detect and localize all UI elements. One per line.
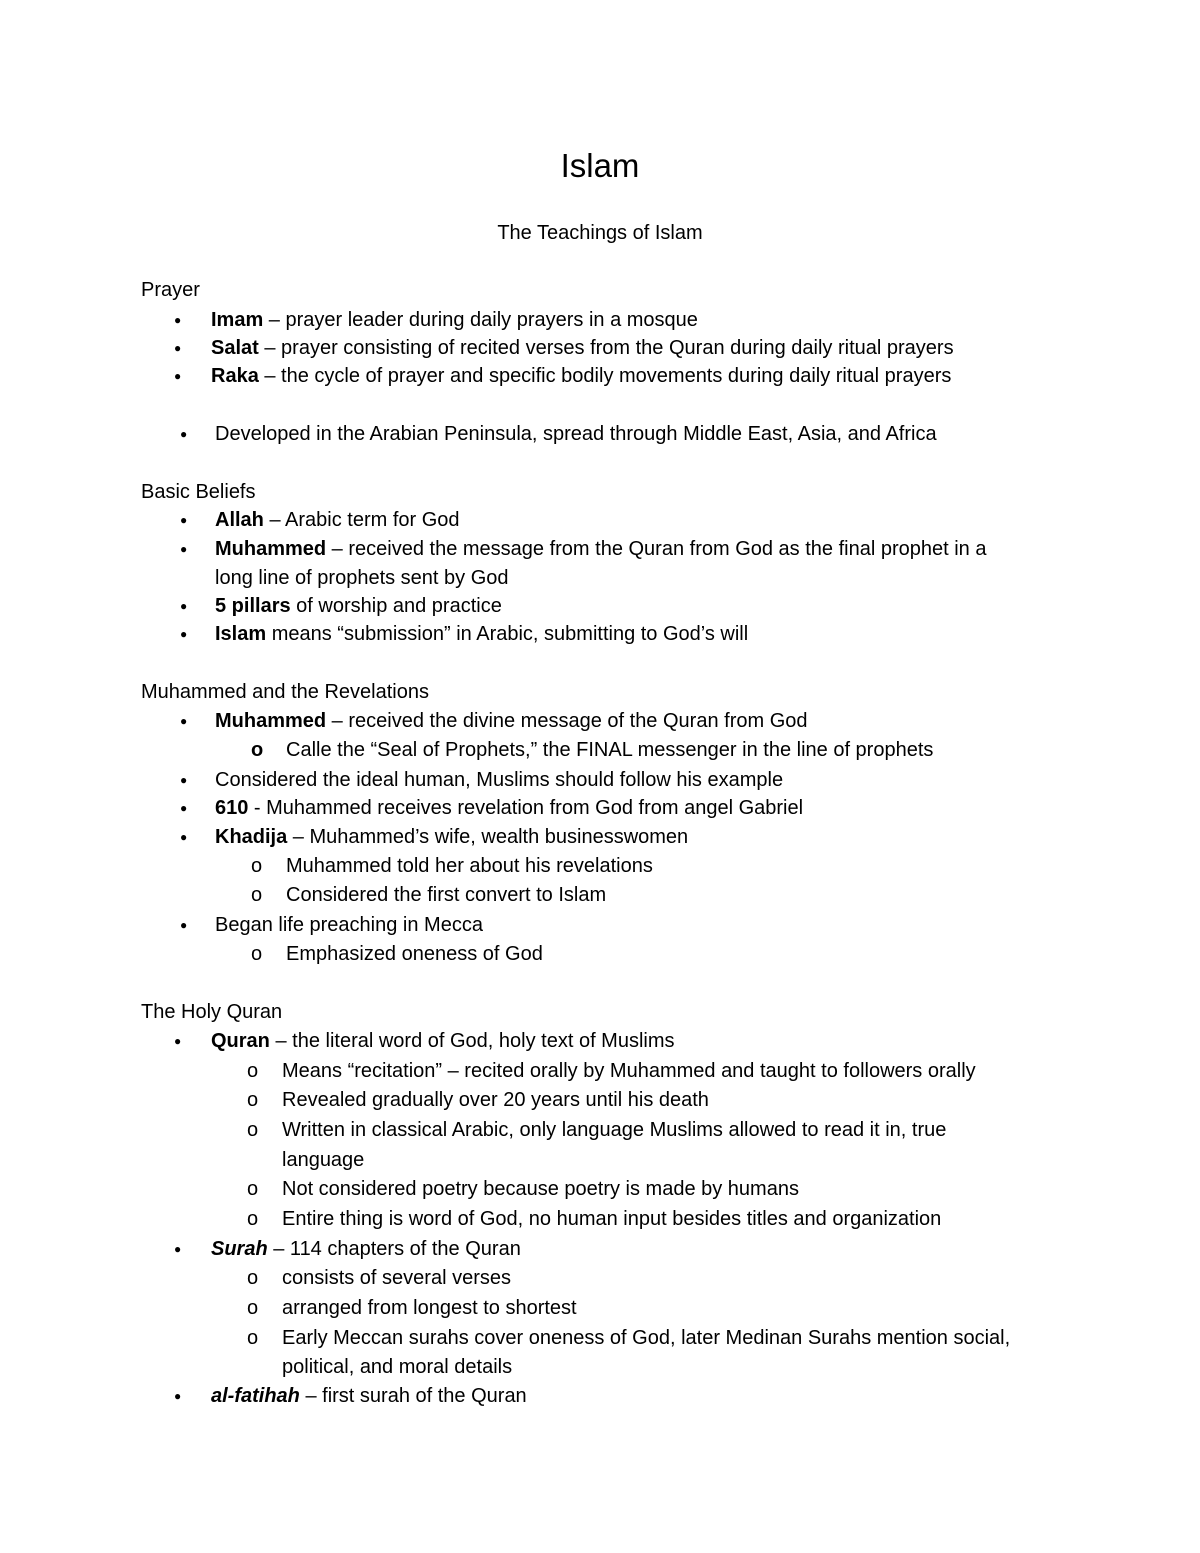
definition: – received the divine message of the Quran from God: [326, 710, 808, 732]
list-item-khadija: [215, 823, 688, 851]
term: 610: [215, 797, 249, 819]
definition: means “submission” in Arabic, submitting to God’s will: [266, 623, 749, 645]
term: Khadija: [215, 826, 288, 848]
sub-item-arranged: arranged from longest to shortest: [282, 1297, 577, 1319]
sub-bullet-marker: o: [247, 1178, 259, 1200]
sub-bullet-marker: o: [251, 855, 263, 877]
bullet-marker: ●: [174, 369, 182, 383]
section-heading-prayer: Prayer: [141, 279, 200, 301]
sub-bullet-marker: o: [247, 1119, 259, 1141]
list-item-ideal-human: Considered the ideal human, Muslims should follow his example: [215, 769, 784, 791]
definition: – 114 chapters of the Quran: [267, 1238, 521, 1260]
term: Raka: [211, 365, 259, 387]
bullet-marker: ●: [180, 599, 188, 613]
list-item-muhammed-continued: long line of prophets sent by God: [215, 567, 509, 589]
sub-item-poetry: Not considered poetry because poetry is made by humans: [282, 1178, 799, 1200]
page-subtitle: The Teachings of Islam: [497, 222, 703, 244]
bullet-marker: ●: [174, 1389, 182, 1403]
term: Surah: [211, 1238, 268, 1260]
bullet-marker: ●: [174, 1034, 182, 1048]
list-item-islam-meaning: [215, 620, 748, 648]
definition: – Arabic term for God: [263, 509, 460, 531]
sub-item-revealed: Revealed gradually over 20 years until his death: [282, 1089, 709, 1111]
bullet-marker: ●: [180, 830, 188, 844]
sub-item-arabic: Written in classical Arabic, only language Muslims allowed to read it in, true: [282, 1119, 947, 1141]
definition: of worship and practice: [290, 595, 502, 617]
sub-item-meccan-continued: political, and moral details: [282, 1356, 513, 1378]
list-item-salat: [211, 334, 954, 362]
term: Imam: [211, 309, 264, 331]
definition: – received the message from the Quran from God as the final prophet in a: [326, 538, 987, 560]
sub-item-verses: consists of several verses: [282, 1267, 511, 1289]
definition: – prayer leader during daily prayers in a mosque: [263, 309, 698, 331]
sub-bullet-marker: o: [247, 1327, 259, 1349]
sub-item-recitation: Means “recitation” – recited orally by Muhammed and taught to followers orally: [282, 1060, 976, 1082]
sub-bullet-marker: o: [251, 943, 263, 965]
definition: – the literal word of God, holy text of Muslims: [269, 1030, 675, 1052]
bullet-marker: ●: [180, 427, 188, 441]
sub-item-entire: Entire thing is word of God, no human input besides titles and organization: [282, 1208, 942, 1230]
list-item-muhammed: [215, 535, 986, 563]
term: Quran: [211, 1030, 270, 1052]
list-item-mecca: Began life preaching in Mecca: [215, 914, 483, 936]
sub-item-arabic-continued: language: [282, 1149, 365, 1171]
list-item-surah: [211, 1235, 521, 1263]
list-item-allah: [215, 506, 460, 534]
bullet-marker: ●: [174, 313, 182, 327]
section-heading-revelations: Muhammed and the Revelations: [141, 681, 429, 703]
list-item-al-fatihah: [211, 1382, 527, 1410]
bullet-marker: ●: [174, 1242, 182, 1256]
term: al-fatihah: [211, 1385, 300, 1407]
list-item-pillars: [215, 592, 502, 620]
sub-item-told: Muhammed told her about his revelations: [286, 855, 653, 877]
list-item-muhammed-divine: [215, 707, 808, 735]
term: Muhammed: [215, 538, 327, 560]
sub-bullet-marker: o: [247, 1267, 259, 1289]
sub-item-meccan: Early Meccan surahs cover oneness of God, later Medinan Surahs mention social,: [282, 1327, 1011, 1349]
term: 5 pillars: [215, 595, 291, 617]
list-item-quran: [211, 1027, 675, 1055]
sub-bullet-marker: o: [247, 1089, 259, 1111]
definition: - Muhammed receives revelation from God from angel Gabriel: [248, 797, 804, 819]
sub-bullet-marker: o: [247, 1208, 259, 1230]
term: Islam: [215, 623, 267, 645]
bullet-marker: ●: [180, 773, 188, 787]
term: Allah: [215, 509, 264, 531]
definition: – the cycle of prayer and specific bodily movements during daily ritual prayers: [258, 365, 952, 387]
bullet-marker: ●: [180, 714, 188, 728]
term: Muhammed: [215, 710, 327, 732]
list-item-610: [215, 794, 803, 822]
sub-bullet-marker: o: [251, 739, 264, 761]
definition: – first surah of the Quran: [299, 1385, 527, 1407]
bullet-marker: ●: [180, 513, 188, 527]
bullet-marker: ●: [174, 341, 182, 355]
list-item-imam: [211, 306, 698, 334]
sub-bullet-marker: o: [247, 1297, 259, 1319]
sub-bullet-marker: o: [247, 1060, 259, 1082]
sub-item-first-convert: Considered the first convert to Islam: [286, 884, 607, 906]
sub-bullet-marker: o: [251, 884, 263, 906]
list-item-raka: [211, 362, 951, 390]
bullet-marker: ●: [180, 918, 188, 932]
section-heading-holy-quran: The Holy Quran: [141, 1001, 283, 1023]
sub-item-oneness: Emphasized oneness of God: [286, 943, 543, 965]
term: Salat: [211, 337, 259, 359]
list-item-developed: Developed in the Arabian Peninsula, spread through Middle East, Asia, and Africa: [215, 423, 937, 445]
page-title: Islam: [560, 147, 640, 184]
bullet-marker: ●: [180, 627, 188, 641]
definition: – prayer consisting of recited verses from the Quran during daily ritual prayers: [258, 337, 954, 359]
section-heading-basic-beliefs: Basic Beliefs: [141, 481, 256, 503]
bullet-marker: ●: [180, 801, 188, 815]
sub-item-seal: Calle the “Seal of Prophets,” the FINAL messenger in the line of prophets: [286, 739, 934, 761]
bullet-marker: ●: [180, 542, 188, 556]
definition: – Muhammed’s wife, wealth businesswomen: [287, 826, 689, 848]
